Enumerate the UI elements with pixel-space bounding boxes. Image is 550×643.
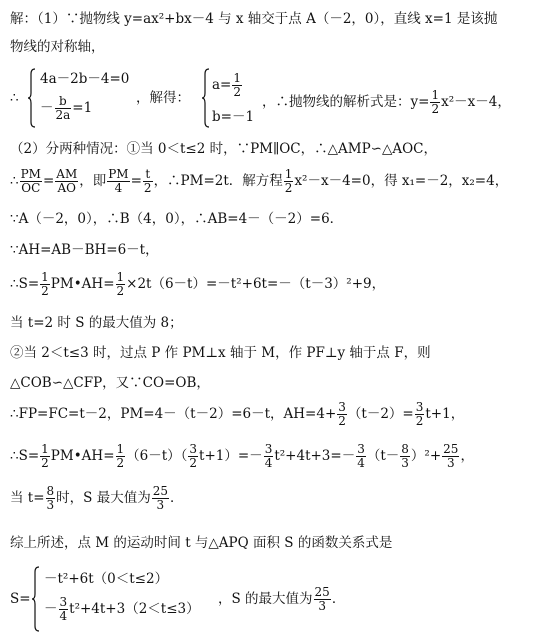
max-value-statement [218,584,345,614]
fraction-denominator: 2 [233,85,242,99]
text-segment: （t－2）= [347,406,414,422]
fraction [40,443,50,470]
left-brace-icon [202,68,210,128]
solution-line-max-case-1: 当 t=2 时 S 的最大值为 8； [10,315,183,331]
fraction [188,443,198,470]
fraction-numerator: b [55,95,72,109]
fraction-denominator: OC [21,181,41,195]
solution-line-ab-length: ∵A（－2，0），∴B（4，0），∴AB=4－（－2）=6． [10,211,344,227]
text-segment: 时，S 最大值为 [56,490,151,506]
fraction-numerator: 3 [264,442,273,456]
fraction-numerator: 25 [152,484,168,498]
expression-suffix: x²－x－4， [441,94,511,110]
fraction-one-half [232,72,242,99]
left-brace-icon [28,68,36,128]
brace-system-solution [202,68,262,128]
fraction [116,443,126,470]
text-segment: ，S 的最大值为 [218,591,313,607]
fraction-denominator: 4 [59,609,68,623]
text-segment: t²+4t+3（2＜t≤3） [69,601,200,617]
fraction [107,168,129,195]
solution-line-max-case-2 [10,482,546,514]
minus-sign: － [40,100,54,116]
text-segment: t+1， [425,406,465,422]
fraction-numerator: 1 [116,270,125,284]
fraction [284,168,294,195]
fraction-denominator: AO [57,181,77,195]
text-segment: ， [460,448,474,464]
fraction [337,401,347,428]
fraction-numerator: 1 [431,88,440,102]
text-segment: 当 t= [10,490,45,506]
piecewise-row-2 [44,596,200,623]
text-segment: ． [331,591,346,607]
fraction-numerator: 3 [189,442,198,456]
system-1-row-1: 4a－2b－4=0 [40,71,130,87]
fraction-one-half [430,89,440,116]
fraction-denominator: 4 [357,456,365,470]
fraction [442,443,459,470]
fraction-denominator: 3 [318,599,326,613]
text-segment: ∴S= [10,276,40,292]
brace-system-2 [32,566,222,632]
therefore-symbol: ∴ [10,90,19,106]
piecewise-row-1: －t²+6t（0＜t≤2） [44,571,169,587]
fraction-numerator: 25 [314,585,330,599]
fraction [356,443,366,470]
minus-sign: － [44,601,58,617]
a-equals: a= [212,77,232,93]
s-equals: S= [10,591,31,607]
fraction-denominator: 2 [415,414,424,428]
fraction-numerator: 1 [284,167,293,181]
fraction-numerator: 1 [116,442,125,456]
fraction-numerator: 1 [41,442,49,456]
left-brace-icon [32,566,40,632]
text-segment: ×2t（6－t）=－t²+6t=－（t－3）²+9， [126,276,386,292]
text-segment: （6－t）（ [126,448,188,464]
text-segment: x²－x－4=0，得 x₁=－2，x₂=4， [294,173,509,189]
fraction [415,401,425,428]
solved-label: ，解得： [136,90,190,106]
fraction-numerator: 8 [46,484,55,498]
fraction-denominator: 2 [431,102,440,116]
fraction-denominator: 2 [284,181,293,195]
fraction-numerator: PM [20,167,41,181]
text-segment: ． [170,490,184,506]
fraction-numerator: 1 [41,270,49,284]
fraction-denominator: 2 [41,284,49,298]
therefore-symbol: ∴ [10,173,19,189]
parabola-expression [262,89,511,116]
equals-one: =1 [72,100,93,116]
fraction-denominator: 3 [46,498,55,512]
solution-line-similar-triangles: △COB∽△CFP，又∵CO=OB， [10,375,210,391]
fraction-numerator: t [143,168,153,182]
fraction [20,168,42,195]
fraction-denominator: 2 [189,456,198,470]
solution-line-case-2: ②当 2＜t≤3 时，过点 P 作 PM⊥x 轴于 M，作 PF⊥y 轴于点 F，则 [10,345,431,361]
text-segment: ∴FP=FC=t－2，PM=4－（t－2）=6－t，AH=4+ [10,406,337,422]
solution-line-ah-length: ∵AH=AB－BH=6－t， [10,242,159,258]
text-segment: ，∴PM=2t．解方程 [153,173,283,189]
fraction-denominator: 4 [114,181,123,195]
system-1-row-2 [40,95,92,122]
solution-line-similar-ratio [10,166,546,196]
fraction [55,168,78,195]
fraction [143,168,153,195]
fraction-denominator: 2 [116,284,125,298]
equals-sign: = [130,173,142,189]
fraction-denominator: 2 [41,456,49,470]
text-segment: （t－ [366,448,400,464]
fraction-numerator: 1 [233,71,242,85]
fraction-denominator: 3 [401,456,409,470]
fraction-numerator: 25 [443,442,459,456]
equation-system-1 [10,68,546,128]
text-segment: t+1）=－ [199,448,263,464]
solution-line-2: 物线的对称轴， [10,39,105,55]
fraction-numerator: 3 [415,400,424,414]
equals-sign: = [42,173,55,189]
fraction-denominator: 2 [338,414,346,428]
fraction-denominator: 3 [156,498,165,512]
solution-line-case-1: （2）分两种情况：①当 0＜t≤2 时，∵PM∥OC，∴△AMP∽△AOC， [10,141,438,157]
fraction-denominator: 2 [143,181,152,195]
brace-system-1 [28,68,138,128]
solution-line-1: 解：（1）∵抛物线 y=ax²+bx－4 与 x 轴交于点 A（－2，0），直线 x=1 是该抛 [10,11,498,27]
fraction-denominator: 2 [116,456,125,470]
fraction [314,586,331,613]
fraction-numerator: 8 [401,442,409,456]
solution-line-area-case-2 [10,440,546,472]
fraction-denominator: 4 [264,456,273,470]
fraction [40,271,50,298]
fraction [400,443,410,470]
text-segment: PM•AH= [50,448,115,464]
fraction [152,485,169,512]
solution-b: b=－1 [212,109,255,125]
fraction-b-over-2a [55,95,72,122]
fraction-numerator: AM [56,167,78,181]
text-segment: ）²+ [410,448,442,464]
fraction-denominator: 3 [446,456,455,470]
text-segment: t²+4t+3=－ [274,448,356,464]
fraction [59,596,69,623]
solution-line-lengths-case-2 [10,398,546,430]
solution-line-conclusion: 综上所述，点 M 的运动时间 t 与△APQ 面积 S 的函数关系式是 [10,535,393,551]
solution-line-area-case-1 [10,268,546,300]
text-segment: ∴S= [10,448,40,464]
piecewise-function [10,566,546,632]
fraction-numerator: 3 [338,400,346,414]
fraction [46,485,56,512]
text-segment: ，即 [79,173,107,189]
fraction-numerator: 3 [59,595,68,609]
fraction-denominator: 2a [55,108,71,122]
fraction [116,271,126,298]
fraction-numerator: PM [108,167,129,181]
fraction-numerator: 3 [357,442,365,456]
expression-prefix: ，∴抛物线的解析式是：y= [262,94,430,110]
text-segment: PM•AH= [50,276,115,292]
fraction [264,443,274,470]
solution-a [212,72,243,99]
